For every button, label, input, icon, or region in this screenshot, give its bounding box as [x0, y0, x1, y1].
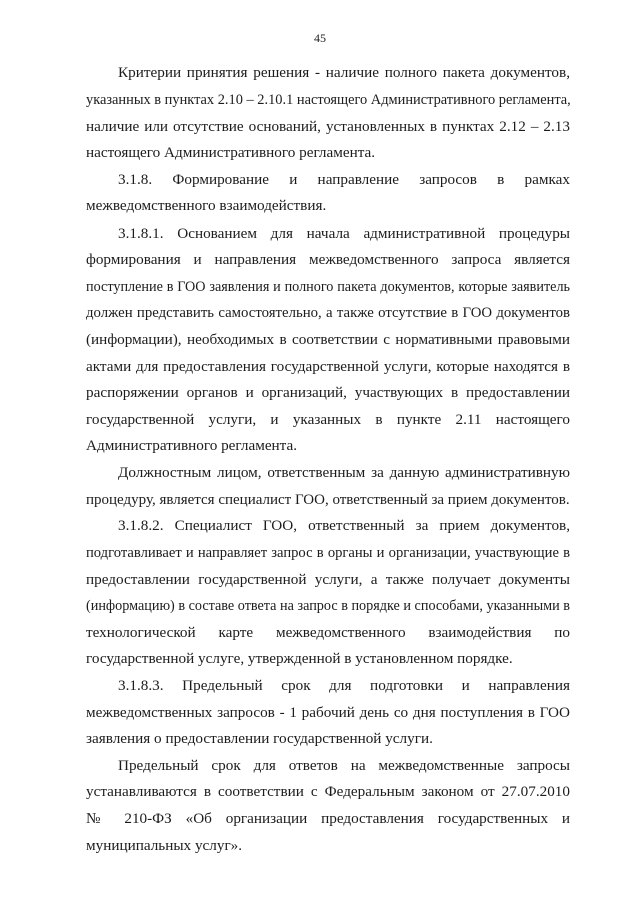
- text-line: указанных в пунктах 2.10 – 2.10.1 настоящего Административного регламента,: [86, 92, 571, 108]
- text-line: Административного регламента.: [86, 437, 298, 454]
- text-line: межведомственного взаимодействия.: [86, 197, 327, 214]
- text-line: предоставлении государственной услуги, а также получает документы: [86, 571, 570, 588]
- text-line: государственной услуги, и указанных в пункте 2.11 настоящего: [86, 411, 570, 428]
- text-line: муниципальных услуг».: [86, 837, 243, 854]
- text-line: государственной услуге, утвержденной в установленном порядке.: [86, 650, 513, 667]
- text-line: устанавливаются в соответствии с Федеральным законом от 27.07.2010: [86, 783, 570, 800]
- text-line: процедуру, является специалист ГОО, ответственный за прием документов.: [86, 492, 570, 508]
- text-line: настоящего Административного регламента.: [86, 144, 376, 161]
- text-line: Критерии принятия решения - наличие полного пакета документов,: [118, 64, 570, 81]
- text-line: (информации), необходимых в соответствии с нормативными правовыми: [86, 331, 570, 348]
- text-line: межведомственных запросов - 1 рабочий день со дня поступления в ГОО: [86, 704, 570, 721]
- text-line: 3.1.8.2. Специалист ГОО, ответственный за прием документов,: [118, 517, 570, 534]
- text-line: (информацию) в составе ответа на запрос в порядке и способами, указанными в: [86, 598, 570, 614]
- text-line: поступление в ГОО заявления и полного пакета документов, которые заявитель: [86, 279, 570, 295]
- text-line: подготавливает и направляет запрос в органы и организации, участвующие в: [86, 545, 570, 561]
- text-line: Предельный срок для ответов на межведомственные запросы: [118, 757, 570, 774]
- text-line: 3.1.8.3. Предельный срок для подготовки и направления: [118, 677, 570, 694]
- text-line: наличие или отсутствие оснований, установленных в пунктах 2.12 – 2.13: [86, 118, 570, 135]
- text-line: должен представить самостоятельно, а также отсутствие в ГОО документов: [86, 305, 570, 321]
- text-line: формирования и направления межведомственного запроса является: [86, 251, 570, 268]
- text-line: № 210-ФЗ «Об организации предоставления государственных и: [86, 810, 570, 827]
- text-line: технологической карте межведомственного взаимодействия по: [86, 624, 570, 641]
- text-line: Должностным лицом, ответственным за данную административную: [118, 464, 570, 481]
- text-line: распоряжении органов и организаций, участвующих в предоставлении: [86, 384, 570, 401]
- text-line: 3.1.8. Формирование и направление запросов в рамках: [118, 171, 570, 188]
- text-line: заявления о предоставлении государственной услуги.: [86, 730, 433, 747]
- text-line: актами для предоставления государственной услуги, которые находятся в: [86, 358, 570, 375]
- text-line: 3.1.8.1. Основанием для начала административной процедуры: [118, 225, 570, 242]
- page-number: 45: [314, 31, 326, 45]
